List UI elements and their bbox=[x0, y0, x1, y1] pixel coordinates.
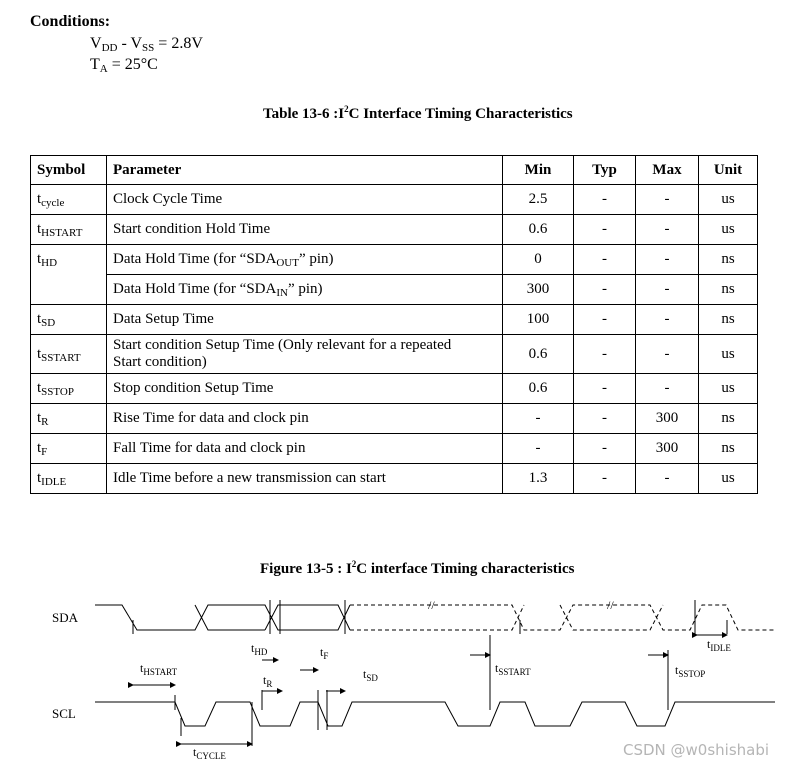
table-row bbox=[31, 335, 758, 374]
watermark-text: CSDN @w0shishabi bbox=[623, 741, 770, 759]
label-tsstop: $t_{SSTOP}$ bbox=[675, 663, 706, 679]
sda-label: SDA bbox=[52, 610, 79, 625]
cell-max: - bbox=[636, 305, 699, 335]
cell-unit: us bbox=[699, 464, 758, 494]
header-parameter: Parameter bbox=[107, 156, 503, 185]
label-tf: $t_F$ bbox=[320, 645, 329, 661]
cell-parameter: Data Hold Time (for “$SDA_{IN}$” pin) bbox=[107, 275, 503, 305]
header-min: Min bbox=[503, 156, 574, 185]
scl-label: SCL bbox=[52, 706, 76, 721]
cell-unit: ns bbox=[699, 305, 758, 335]
sda-break-mark-1: // bbox=[428, 598, 435, 612]
cell-parameter: Start condition Hold Time bbox=[107, 215, 503, 245]
cell-max: - bbox=[636, 275, 699, 305]
cell-max: - bbox=[636, 215, 699, 245]
cell-min: 0.6 bbox=[503, 374, 574, 404]
header-unit: Unit bbox=[699, 156, 758, 185]
cell-max: - bbox=[636, 464, 699, 494]
cell-symbol: $t_{SSTOP}$ bbox=[31, 374, 107, 404]
cell-parameter: Rise Time for data and clock pin bbox=[107, 404, 503, 434]
cell-min: 0 bbox=[503, 245, 574, 275]
cell-unit: ns bbox=[699, 245, 758, 275]
cell-min: 1.3 bbox=[503, 464, 574, 494]
cell-symbol: $t_{HD}$ bbox=[31, 245, 107, 305]
cell-min: 0.6 bbox=[503, 215, 574, 245]
table-row bbox=[31, 305, 758, 335]
header-symbol: Symbol bbox=[31, 156, 107, 185]
cell-min: 100 bbox=[503, 305, 574, 335]
table-row bbox=[31, 374, 758, 404]
label-tsstart: $t_{SSTART}$ bbox=[495, 661, 531, 677]
scl-waveform bbox=[95, 702, 775, 726]
figure-title: Figure 13-5 : $I^2C$ interface Timing characteristics bbox=[260, 559, 575, 577]
cell-max: - bbox=[636, 245, 699, 275]
table-row bbox=[31, 275, 758, 305]
cell-typ: - bbox=[574, 404, 636, 434]
cell-parameter: Data Hold Time (for “$SDA_{OUT}$” pin) bbox=[107, 245, 503, 275]
cell-unit: us bbox=[699, 335, 758, 374]
table-row bbox=[31, 434, 758, 464]
cell-symbol: $t_F$ bbox=[31, 434, 107, 464]
cell-unit: ns bbox=[699, 275, 758, 305]
condition-temperature: $T_A = 25^\circ C$ bbox=[90, 56, 158, 75]
cell-typ: - bbox=[574, 305, 636, 335]
table-row bbox=[31, 215, 758, 245]
label-tidle: $t_{IDLE}$ bbox=[707, 637, 731, 653]
cell-typ: - bbox=[574, 335, 636, 374]
label-thstart: $t_{HSTART}$ bbox=[140, 661, 178, 677]
cell-unit: ns bbox=[699, 404, 758, 434]
timing-table bbox=[30, 155, 758, 494]
cell-unit: us bbox=[699, 185, 758, 215]
table-header-row bbox=[31, 156, 758, 185]
label-thd: $t_{HD}$ bbox=[251, 641, 268, 657]
cell-unit: ns bbox=[699, 434, 758, 464]
label-tsd: $t_{SD}$ bbox=[363, 667, 378, 683]
cell-typ: - bbox=[574, 374, 636, 404]
cell-min: 300 bbox=[503, 275, 574, 305]
cell-unit: us bbox=[699, 374, 758, 404]
header-max: Max bbox=[636, 156, 699, 185]
cell-symbol: $t_{SSTART}$ bbox=[31, 335, 107, 374]
sda-waveform-lower bbox=[265, 605, 350, 630]
cell-min: - bbox=[503, 404, 574, 434]
cell-symbol: $t_{SD}$ bbox=[31, 305, 107, 335]
cell-parameter: Idle Time before a new transmission can start bbox=[107, 464, 503, 494]
cell-max: 300 bbox=[636, 404, 699, 434]
cell-parameter: Fall Time for data and clock pin bbox=[107, 434, 503, 464]
cell-unit: us bbox=[699, 215, 758, 245]
cell-max: - bbox=[636, 374, 699, 404]
cell-symbol: $t_R$ bbox=[31, 404, 107, 434]
cell-min: 2.5 bbox=[503, 185, 574, 215]
cell-symbol: $t_{cycle}$ bbox=[31, 185, 107, 215]
cell-max: - bbox=[636, 335, 699, 374]
cell-typ: - bbox=[574, 245, 636, 275]
cell-min: - bbox=[503, 434, 574, 464]
cell-parameter: Data Setup Time bbox=[107, 305, 503, 335]
cell-max: 300 bbox=[636, 434, 699, 464]
sda-waveform-dashed-upper bbox=[350, 605, 775, 630]
conditions-heading: Conditions: bbox=[30, 13, 111, 30]
sda-break-mark-2: // bbox=[607, 598, 614, 612]
cell-min: 0.6 bbox=[503, 335, 574, 374]
cell-symbol: $t_{HSTART}$ bbox=[31, 215, 107, 245]
table-row bbox=[31, 404, 758, 434]
cell-typ: - bbox=[574, 185, 636, 215]
table-row bbox=[31, 464, 758, 494]
cell-symbol: $t_{IDLE}$ bbox=[31, 464, 107, 494]
cell-typ: - bbox=[574, 275, 636, 305]
cell-typ: - bbox=[574, 215, 636, 245]
table-row bbox=[31, 245, 758, 275]
table-title: Table 13-6 $:I^2C$ Interface Timing Characteristics bbox=[263, 104, 573, 122]
label-tcycle: $t_{CYCLE}$ bbox=[193, 745, 226, 761]
cell-typ: - bbox=[574, 464, 636, 494]
condition-voltage: $V_{DD} - V_{SS} = 2.8V$ bbox=[90, 35, 203, 54]
cell-parameter: Stop condition Setup Time bbox=[107, 374, 503, 404]
label-tr: $t_R$ bbox=[263, 673, 273, 689]
cell-parameter: Start condition Setup Time (Only relevant for a repeated Start condition) bbox=[107, 335, 503, 374]
cell-max: - bbox=[636, 185, 699, 215]
sda-waveform-dashed-lower bbox=[350, 605, 524, 630]
table-row bbox=[31, 185, 758, 215]
header-typ: Typ bbox=[574, 156, 636, 185]
cell-parameter: Clock Cycle Time bbox=[107, 185, 503, 215]
cell-typ: - bbox=[574, 434, 636, 464]
